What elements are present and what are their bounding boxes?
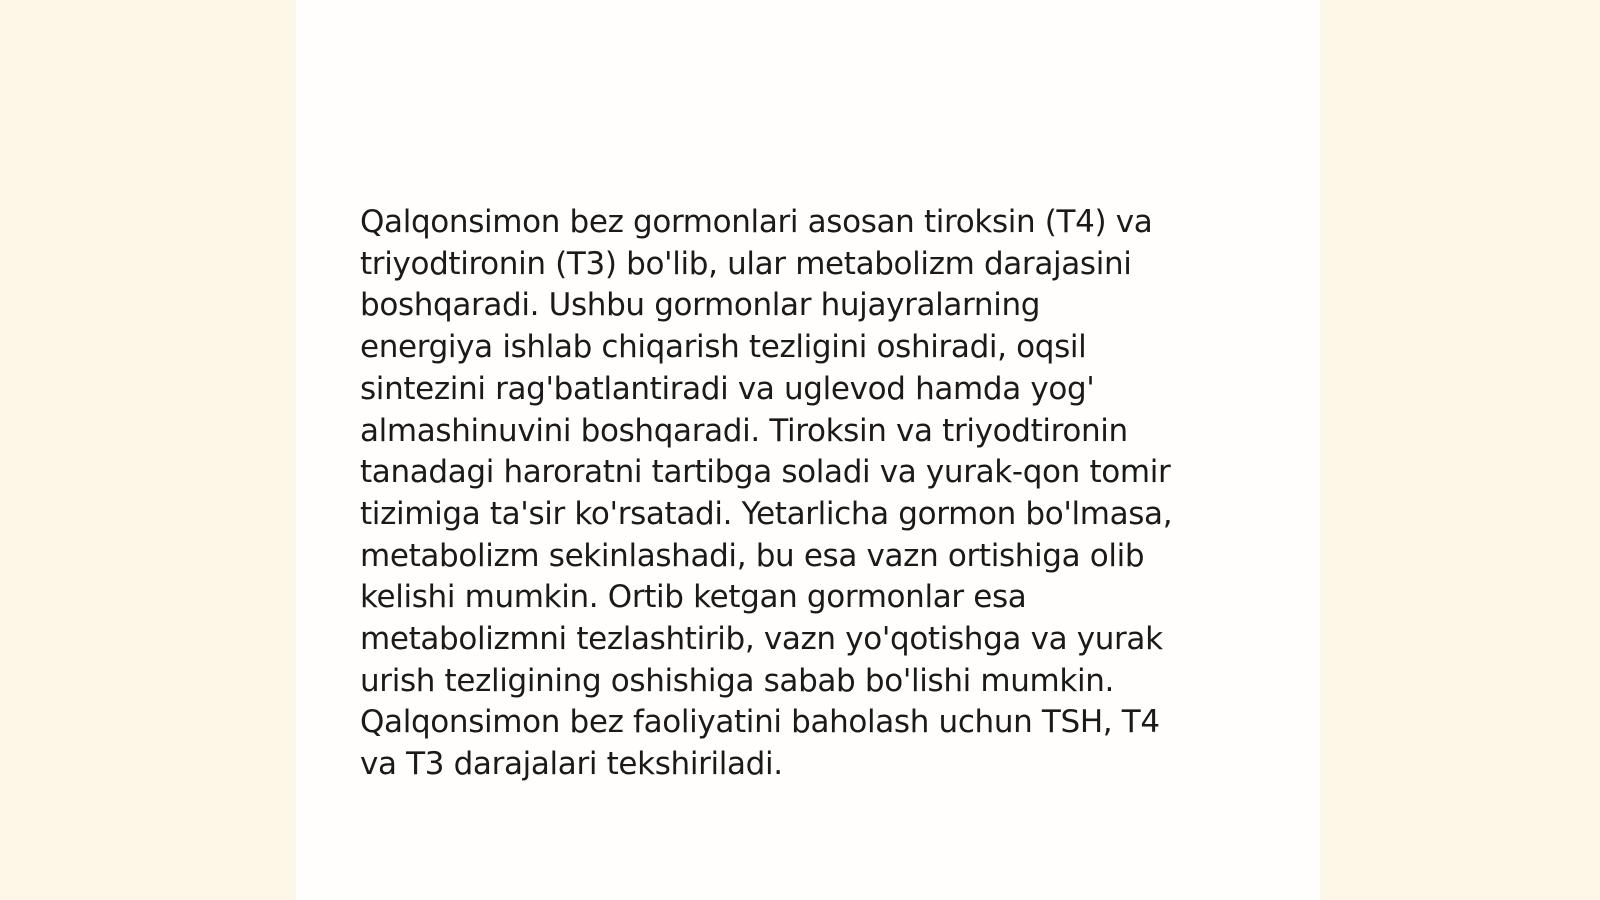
paragraph-line: sintezini rag'batlantiradi va uglevod hamda yog' bbox=[360, 370, 1095, 407]
paragraph-line: Qalqonsimon bez gormonlari asosan tiroksin (T4) va bbox=[360, 204, 1153, 240]
paragraph-line: urish tezligining oshishiga sabab bo'lishi mumkin. bbox=[360, 662, 1115, 699]
paragraph-line: Qalqonsimon bez faoliyatini baholash uchun TSH, T4 bbox=[360, 704, 1160, 741]
paragraph-line: tizimiga ta'sir ko'rsatadi. Yetarlicha gormon bo'lmasa, bbox=[360, 495, 1173, 532]
document-page bbox=[296, 0, 1320, 900]
paragraph-line: boshqaradi. Ushbu gormonlar hujayralarning bbox=[360, 287, 1041, 324]
paragraph-line: almashinuvini boshqaradi. Tiroksin va triyodtironin bbox=[360, 412, 1128, 449]
paragraph-line: va T3 darajalari tekshiriladi. bbox=[360, 746, 783, 783]
paragraph-line: metabolizmni tezlashtirib, vazn yo'qotishga va yurak bbox=[360, 621, 1163, 658]
paragraph-line: metabolizm sekinlashadi, bu esa vazn ortishiga olib bbox=[360, 537, 1145, 574]
body-paragraph bbox=[360, 202, 1260, 786]
paragraph-line: tanadagi haroratni tartibga soladi va yurak-qon tomir bbox=[360, 454, 1171, 491]
paragraph-line: energiya ishlab chiqarish tezligini oshiradi, oqsil bbox=[360, 329, 1087, 366]
paragraph-line: triyodtironin (T3) bo'lib, ular metabolizm darajasini bbox=[360, 245, 1132, 282]
paragraph-line: kelishi mumkin. Ortib ketgan gormonlar esa bbox=[360, 579, 1027, 616]
